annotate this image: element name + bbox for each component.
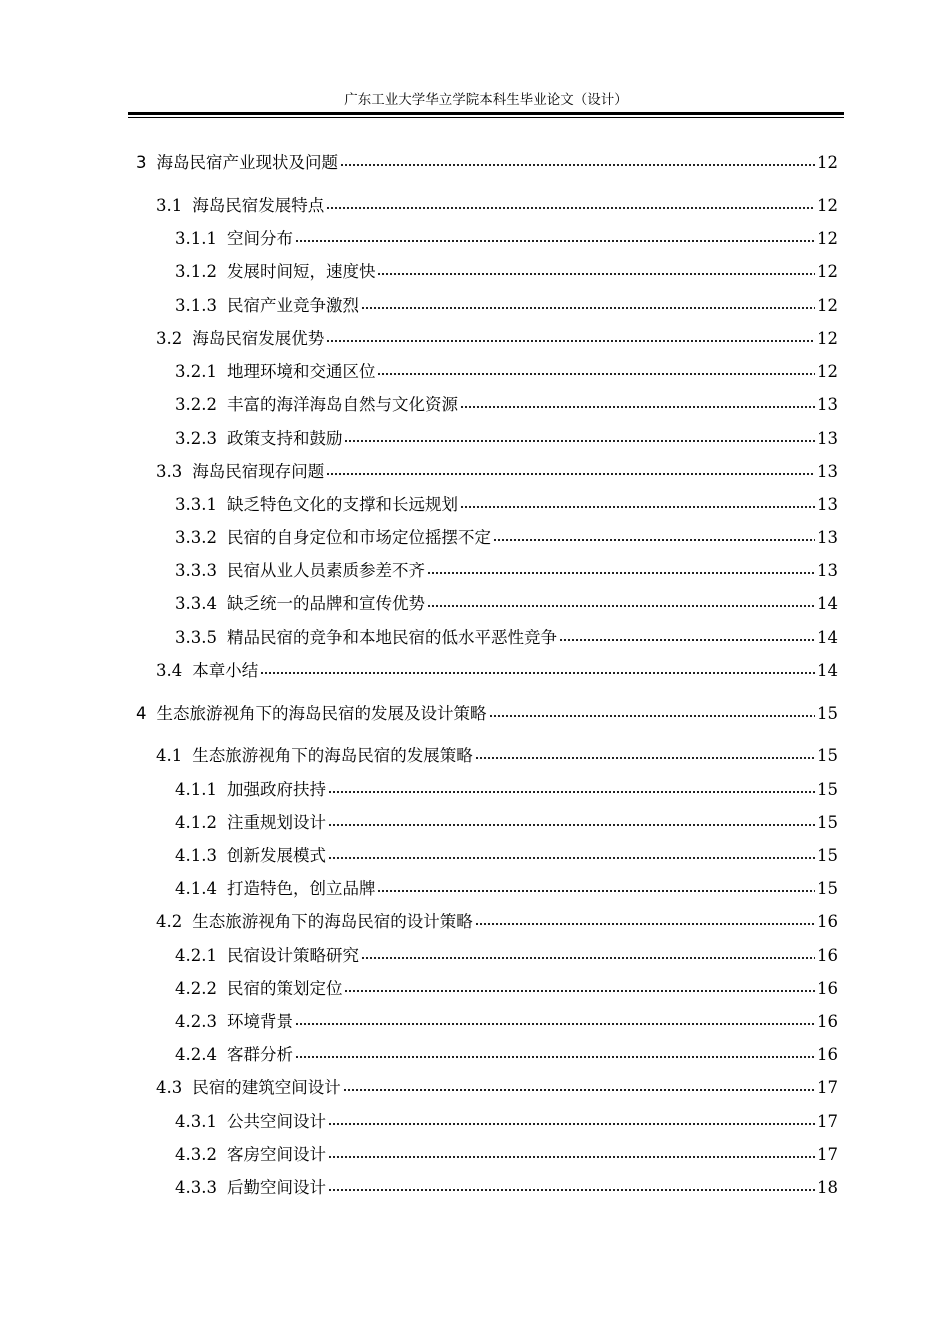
toc-dot-leader bbox=[361, 306, 815, 310]
toc-entry-title: 本章小结 bbox=[192, 661, 259, 680]
toc-entry-title: 生态旅游视角下的海岛民宿的发展策略 bbox=[192, 746, 473, 765]
page-header: 广东工业大学华立学院本科生毕业论文（设计） bbox=[344, 92, 628, 108]
toc-entry-page: 13 bbox=[817, 462, 838, 481]
toc-entry-title: 丰富的海洋海岛自然与文化资源 bbox=[226, 395, 458, 414]
toc-entry-number: 4.1.3 bbox=[175, 846, 217, 865]
toc-entry-level3[interactable] bbox=[175, 559, 838, 583]
toc-entry-number: 4.1.2 bbox=[175, 813, 217, 832]
toc-entry-level3[interactable] bbox=[175, 1010, 838, 1034]
toc-entry-page: 12 bbox=[817, 196, 838, 215]
toc-entry-level3[interactable] bbox=[175, 1143, 838, 1167]
toc-entry-number: 4.3.2 bbox=[175, 1145, 217, 1164]
toc-dot-leader bbox=[260, 671, 815, 675]
toc-entry-page: 14 bbox=[817, 594, 838, 613]
toc-entry-number: 3.3.3 bbox=[175, 561, 217, 580]
toc-entry-number: 3.3.2 bbox=[175, 528, 217, 547]
toc-dot-leader bbox=[328, 1188, 815, 1192]
toc-entry-title: 发展时间短，速度快 bbox=[226, 262, 376, 281]
toc-entry-number: 3.3.4 bbox=[175, 594, 217, 613]
toc-entry-page: 17 bbox=[817, 1078, 838, 1097]
toc-dot-leader bbox=[328, 823, 815, 827]
toc-entry-level3[interactable] bbox=[175, 427, 838, 451]
toc-dot-leader bbox=[377, 889, 815, 893]
toc-entry-level3[interactable] bbox=[175, 260, 838, 284]
toc-entry-page: 15 bbox=[817, 704, 838, 723]
toc-dot-leader bbox=[340, 163, 815, 167]
toc-entry-number: 4.1.1 bbox=[175, 780, 217, 799]
toc-entry-title: 民宿的建筑空间设计 bbox=[192, 1078, 341, 1097]
toc-entry-page: 15 bbox=[817, 846, 838, 865]
toc-entry-page: 13 bbox=[817, 561, 838, 580]
toc-entry-level3[interactable] bbox=[175, 294, 838, 318]
toc-entry-level2[interactable] bbox=[156, 1076, 838, 1100]
toc-dot-leader bbox=[326, 206, 815, 210]
toc-dot-leader bbox=[328, 856, 815, 860]
toc-dot-leader bbox=[344, 989, 815, 993]
toc-entry-title: 创新发展模式 bbox=[226, 846, 326, 865]
toc-entry-title: 民宿的策划定位 bbox=[226, 979, 343, 998]
toc-entry-title: 生态旅游视角下的海岛民宿的发展及设计策略 bbox=[156, 704, 487, 723]
toc-dot-leader bbox=[326, 472, 815, 476]
toc-entry-number: 3.1.2 bbox=[175, 262, 217, 281]
toc-entry-page: 14 bbox=[817, 661, 838, 680]
toc-entry-title: 缺乏统一的品牌和宣传优势 bbox=[226, 594, 425, 613]
toc-entry-number: 3.3.5 bbox=[175, 628, 217, 647]
toc-dot-leader bbox=[328, 790, 815, 794]
toc-dot-leader bbox=[475, 922, 815, 926]
toc-dot-leader bbox=[460, 405, 815, 409]
toc-entry-title: 客群分析 bbox=[226, 1045, 293, 1064]
toc-entry-title: 民宿产业竞争激烈 bbox=[226, 296, 359, 315]
toc-entry-title: 民宿设计策略研究 bbox=[226, 946, 359, 965]
toc-entry-number: 3.1.3 bbox=[175, 296, 217, 315]
toc-entry-level3[interactable] bbox=[175, 592, 838, 616]
toc-entry-level3[interactable] bbox=[175, 1110, 838, 1134]
toc-dot-leader bbox=[361, 956, 815, 960]
toc-entry-page: 12 bbox=[817, 262, 838, 281]
toc-entry-title: 精品民宿的竞争和本地民宿的低水平恶性竞争 bbox=[226, 628, 557, 647]
toc-entry-level3[interactable] bbox=[175, 778, 838, 802]
toc-entry-page: 12 bbox=[817, 296, 838, 315]
toc-entry-number: 3.2 bbox=[156, 329, 183, 348]
toc-entry-page: 17 bbox=[817, 1112, 838, 1131]
toc-entry-page: 16 bbox=[817, 912, 838, 931]
toc-entry-title: 海岛民宿发展优势 bbox=[192, 329, 325, 348]
toc-entry-title: 海岛民宿产业现状及问题 bbox=[156, 153, 338, 172]
toc-entry-page: 12 bbox=[817, 329, 838, 348]
toc-entry-level3[interactable] bbox=[175, 227, 838, 251]
toc-entry-number: 3.1 bbox=[156, 196, 183, 215]
toc-entry-level2[interactable] bbox=[156, 327, 838, 351]
toc-entry-title: 地理环境和交通区位 bbox=[226, 362, 376, 381]
toc-dot-leader bbox=[295, 1055, 815, 1059]
toc-entry-page: 15 bbox=[817, 780, 838, 799]
toc-entry-number: 4 bbox=[136, 704, 147, 723]
toc-entry-title: 加强政府扶持 bbox=[226, 780, 326, 799]
toc-entry-number: 3.3.1 bbox=[175, 495, 217, 514]
toc-dot-leader bbox=[427, 604, 815, 608]
toc-entry-title: 客房空间设计 bbox=[226, 1145, 326, 1164]
toc-entry-number: 4.1.4 bbox=[175, 879, 217, 898]
toc-entry-title: 环境背景 bbox=[226, 1012, 293, 1031]
toc-entry-page: 18 bbox=[817, 1178, 838, 1197]
toc-dot-leader bbox=[493, 538, 815, 542]
toc-entry-title: 生态旅游视角下的海岛民宿的设计策略 bbox=[192, 912, 473, 931]
toc-dot-leader bbox=[489, 714, 816, 718]
toc-entry-level2[interactable] bbox=[156, 910, 838, 934]
toc-entry-number: 4.2.4 bbox=[175, 1045, 217, 1064]
toc-entry-title: 海岛民宿现存问题 bbox=[192, 462, 325, 481]
toc-entry-title: 海岛民宿发展特点 bbox=[192, 196, 325, 215]
toc-entry-page: 14 bbox=[817, 628, 838, 647]
toc-entry-number: 3.2.2 bbox=[175, 395, 217, 414]
toc-entry-title: 打造特色，创立品牌 bbox=[226, 879, 376, 898]
toc-entry-page: 15 bbox=[817, 813, 838, 832]
toc-entry-title: 民宿从业人员素质参差不齐 bbox=[226, 561, 425, 580]
toc-entry-number: 3.4 bbox=[156, 661, 183, 680]
toc-entry-title: 注重规划设计 bbox=[226, 813, 326, 832]
toc-entry-title: 公共空间设计 bbox=[226, 1112, 326, 1131]
toc-entry-page: 13 bbox=[817, 528, 838, 547]
toc-entry-number: 3.2.3 bbox=[175, 429, 217, 448]
toc-dot-leader bbox=[328, 1122, 815, 1126]
toc-entry-number: 4.2.1 bbox=[175, 946, 217, 965]
toc-entry-number: 3.3 bbox=[156, 462, 183, 481]
toc-dot-leader bbox=[344, 439, 815, 443]
toc-entry-title: 缺乏特色文化的支撑和长远规划 bbox=[226, 495, 458, 514]
toc-entry-title: 政策支持和鼓励 bbox=[226, 429, 343, 448]
toc-dot-leader bbox=[377, 272, 815, 276]
toc-entry-level3[interactable] bbox=[175, 526, 838, 550]
toc-entry-page: 17 bbox=[817, 1145, 838, 1164]
toc-entry-level3[interactable] bbox=[175, 877, 838, 901]
toc-entry-level3[interactable] bbox=[175, 944, 838, 968]
toc-entry-title: 后勤空间设计 bbox=[226, 1178, 326, 1197]
toc-entry-page: 13 bbox=[817, 395, 838, 414]
toc-entry-level3[interactable] bbox=[175, 626, 838, 650]
toc-entry-number: 4.2.3 bbox=[175, 1012, 217, 1031]
toc-dot-leader bbox=[328, 1155, 815, 1159]
toc-entry-level3[interactable] bbox=[175, 844, 838, 868]
toc-entry-level3[interactable] bbox=[175, 811, 838, 835]
toc-entry-number: 4.1 bbox=[156, 746, 183, 765]
toc-dot-leader bbox=[460, 505, 815, 509]
toc-entry-level2[interactable] bbox=[156, 460, 838, 484]
toc-entry-number: 4.3.3 bbox=[175, 1178, 217, 1197]
toc-entry-number: 3 bbox=[136, 153, 147, 172]
toc-entry-page: 16 bbox=[817, 1012, 838, 1031]
toc-entry-page: 13 bbox=[817, 429, 838, 448]
toc-dot-leader bbox=[475, 756, 815, 760]
toc-entry-number: 4.2.2 bbox=[175, 979, 217, 998]
toc-entry-level2[interactable] bbox=[156, 194, 838, 218]
toc-entry-page: 15 bbox=[817, 746, 838, 765]
toc-entry-number: 3.1.1 bbox=[175, 229, 217, 248]
toc-entry-title: 民宿的自身定位和市场定位摇摆不定 bbox=[226, 528, 491, 547]
toc-entry-number: 4.2 bbox=[156, 912, 183, 931]
toc-entry-page: 13 bbox=[817, 495, 838, 514]
toc-entry-page: 12 bbox=[817, 153, 838, 172]
toc-entry-level3[interactable] bbox=[175, 977, 838, 1001]
toc-entry-page: 16 bbox=[817, 946, 838, 965]
toc-entry-level2[interactable] bbox=[156, 744, 838, 768]
toc-entry-level2[interactable] bbox=[156, 659, 838, 683]
toc-entry-page: 16 bbox=[817, 1045, 838, 1064]
toc-dot-leader bbox=[427, 571, 815, 575]
toc-dot-leader bbox=[377, 372, 815, 376]
toc-dot-leader bbox=[295, 239, 815, 243]
toc-entry-level3[interactable] bbox=[175, 393, 838, 417]
toc-entry-level1[interactable] bbox=[136, 702, 838, 726]
toc-dot-leader bbox=[326, 339, 815, 343]
toc-entry-page: 16 bbox=[817, 979, 838, 998]
toc-dot-leader bbox=[295, 1022, 815, 1026]
toc-entry-level3[interactable] bbox=[175, 360, 838, 384]
toc-entry-level3[interactable] bbox=[175, 493, 838, 517]
toc-dot-leader bbox=[559, 638, 815, 642]
toc-dot-leader bbox=[343, 1088, 815, 1092]
toc-entry-page: 15 bbox=[817, 879, 838, 898]
toc-entry-number: 3.2.1 bbox=[175, 362, 217, 381]
toc-entry-number: 4.3 bbox=[156, 1078, 183, 1097]
toc-entry-level1[interactable] bbox=[136, 151, 838, 175]
toc-entry-level3[interactable] bbox=[175, 1043, 838, 1067]
toc-entry-page: 12 bbox=[817, 362, 838, 381]
toc-entry-title: 空间分布 bbox=[226, 229, 293, 248]
toc-entry-number: 4.3.1 bbox=[175, 1112, 217, 1131]
toc-entry-level3[interactable] bbox=[175, 1176, 838, 1200]
toc-entry-page: 12 bbox=[817, 229, 838, 248]
